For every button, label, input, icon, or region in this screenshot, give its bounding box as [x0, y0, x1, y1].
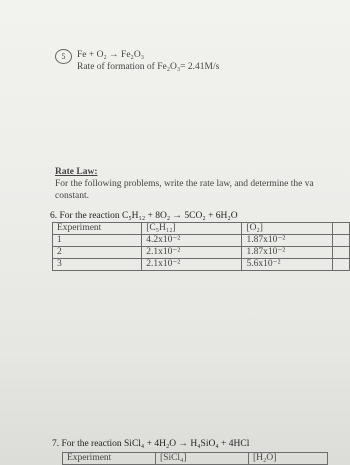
- table-header-row: [53, 223, 350, 235]
- row-2-experiment: 2: [53, 247, 142, 259]
- problem-6-question: 6. For the reaction C₅H₁₂ + 8O₂ → 5CO₂ + 6H₂O: [50, 211, 238, 221]
- rate-law-instructions: For the following problems, write the rate law, and determine the va: [55, 179, 314, 189]
- problem-6-table: [52, 222, 350, 271]
- header-sicl4: [SiCl₄]: [156, 453, 249, 465]
- rate-law-heading: Rate Law:: [55, 167, 98, 177]
- table-row: [53, 247, 350, 259]
- table-cell-cutoff: [333, 247, 350, 259]
- problem-5-number: 5: [61, 52, 66, 61]
- row-1-o2: 1.87x10⁻²: [242, 235, 333, 247]
- row-3-o2: 5.6x10⁻²: [242, 259, 333, 271]
- row-2-c5h12: 2.1x10⁻²: [142, 247, 242, 259]
- row-1-c5h12: 4.2x10⁻²: [142, 235, 242, 247]
- row-1-experiment: 1: [53, 235, 142, 247]
- row-2-o2: 1.87x10⁻²: [242, 247, 333, 259]
- problem-5-equation: Fe + O₂ → Fe₂O₃: [77, 50, 145, 60]
- row-3-experiment: 3: [53, 259, 142, 271]
- row-3-c5h12: 2.1x10⁻²: [142, 259, 242, 271]
- header-o2: [O₂]: [242, 223, 333, 235]
- header-experiment: Experiment: [53, 223, 142, 235]
- table-row: [53, 259, 350, 271]
- table-cell-cutoff: [333, 259, 350, 271]
- header-experiment: Experiment: [63, 453, 156, 465]
- table-row: [53, 235, 350, 247]
- header-h2o: [H₂O]: [249, 453, 328, 465]
- problem-7-question: 7. For the reaction SiCl₄ + 4H₂O → H₄SiO₄ + 4HCl: [52, 439, 250, 449]
- table-header-row: [63, 453, 328, 465]
- header-c5h12: [C₅H₁₂]: [142, 223, 242, 235]
- table-cell-cutoff: [333, 223, 350, 235]
- problem-7-table: [62, 452, 328, 465]
- problem-number-circle: [55, 49, 72, 64]
- table-cell-cutoff: [333, 235, 350, 247]
- rate-law-instructions-cont: constant.: [55, 191, 90, 201]
- problem-5-rate: Rate of formation of Fe₂O₃= 2.41M/s: [77, 62, 220, 72]
